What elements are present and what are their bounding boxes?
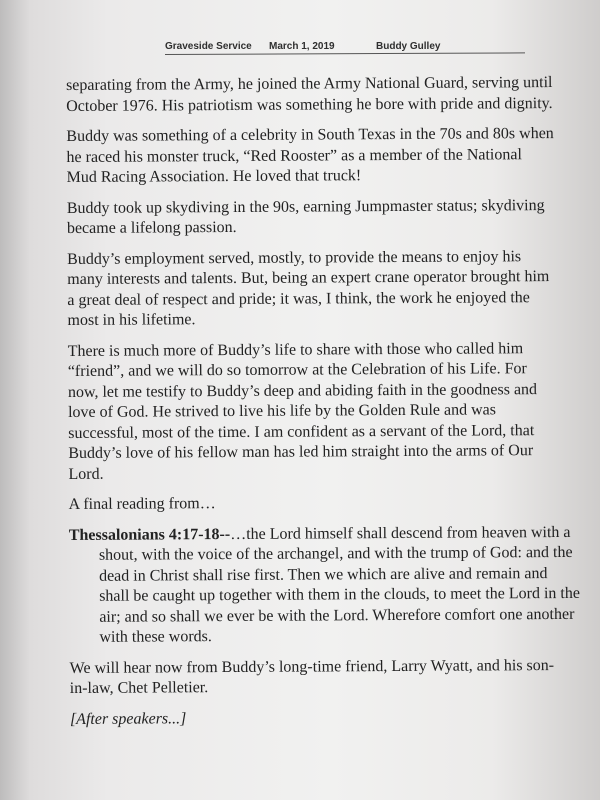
paragraph-faith: There is much more of Buddy’s life to share with those who called him “friend”, and we will do so tomorrow at the Celebration of his Life. For now, let me testify to Buddy’s deep and abiding faith in the goodness and love of God. He strived to live his life by the Golden Rule and was successful, most of the time. I am confident as a servant of the Lord, that Buddy’s love of his fellow man has led him straight into the arms of Our Lord. bbox=[67, 339, 538, 483]
paragraph-skydiving: Buddy took up skydiving in the 90s, earning Jumpmaster status; skydiving became a lifelong passion. bbox=[66, 196, 545, 237]
header-date: March 1, 2019 bbox=[269, 41, 335, 52]
paragraph-employment: Buddy’s employment served, mostly, to provide the means to enjoy his many interests and talents. But, being an expert crane operator brought him a great deal of respect and pride; it was, I think, the work he enjoyed the most in his lifetime. bbox=[67, 247, 550, 329]
document-body bbox=[66, 73, 581, 740]
speaker-note: [After speakers...] bbox=[69, 709, 187, 728]
scripture-passage bbox=[69, 522, 582, 648]
scripture-reference: Thessalonians 4:17-18-- bbox=[68, 525, 231, 544]
reading-intro: A final reading from… bbox=[68, 495, 216, 513]
header-service-title: Graveside Service bbox=[165, 41, 252, 52]
closing-paragraph: We will hear now from Buddy’s long-time friend, Larry Wyatt, and his son-in-law, Chet Pelletier. bbox=[69, 656, 555, 697]
paragraph-military-service: separating from the Army, he joined the Army National Guard, serving until October 1976. His patriotism was something he bore with pride and dignity. bbox=[66, 74, 553, 115]
scripture-text: …the Lord himself shall descend from heaven with a shout, with the voice of the archangel, and with the trump of God: and the dead in Christ shall rise first. Then we which are alive and remain and shall be caught up together with them in the clouds, to meet the Lord in the air; and so shall we ever be with the Lord. Wherefore comfort one another with these words. bbox=[98, 523, 581, 646]
paragraph-monster-truck: Buddy was something of a celebrity in South Texas in the 70s and 80s when he raced his monster truck, “Red Rooster” as a member of the National Mud Racing Association. He loved that truck! bbox=[66, 125, 554, 186]
header-name: Buddy Gulley bbox=[376, 41, 441, 52]
